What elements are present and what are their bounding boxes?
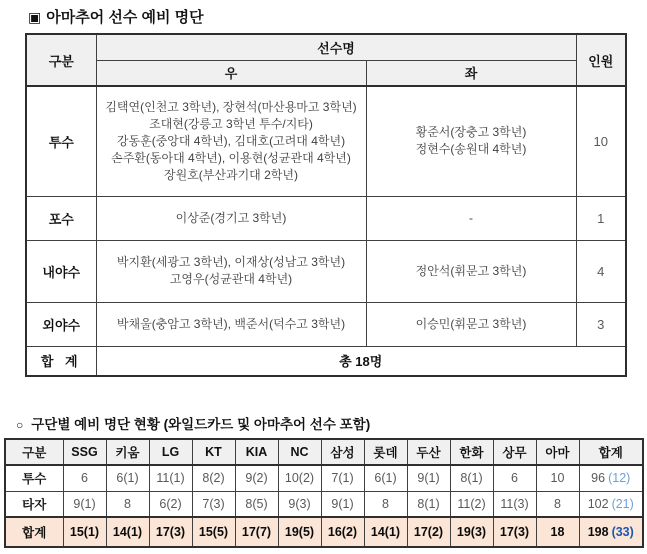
header-left-hand: 좌 [366, 60, 576, 86]
table-row [26, 302, 626, 346]
value-cell: 9(2) [235, 465, 278, 491]
amateur-roster-footer [26, 346, 626, 376]
club-header-cell: LG [149, 439, 192, 465]
total-row [26, 346, 626, 376]
total-row-value: 총 18명 [96, 346, 626, 376]
club-header-cell: 롯데 [364, 439, 407, 465]
value-cell: 6(1) [364, 465, 407, 491]
club-roster-body [5, 465, 643, 547]
header-category: 구분 [26, 34, 96, 86]
table-row [5, 491, 643, 517]
value-cell: 9(3) [278, 491, 321, 517]
club-header-cell: 상무 [493, 439, 536, 465]
value-cell: 18 [536, 517, 579, 547]
total-value: 198 [587, 525, 609, 539]
value-cell: 8 [106, 491, 149, 517]
amateur-roster-title [28, 6, 204, 27]
filled-square-bullet-icon: ▣ [28, 9, 42, 25]
total-paren-value: (12) [608, 471, 631, 486]
left-players-cell [366, 196, 576, 240]
value-cell: 14(1) [364, 517, 407, 547]
value-cell: 10 [536, 465, 579, 491]
value-cell: 11(1) [149, 465, 192, 491]
club-header-cell: 아마 [536, 439, 579, 465]
total-row-label: 합 계 [26, 346, 96, 376]
value-cell: 7(1) [321, 465, 364, 491]
count-cell: 10 [576, 86, 626, 196]
player-line: - [469, 210, 473, 225]
value-cell: 10(2) [278, 465, 321, 491]
position-cell: 포수 [26, 196, 96, 240]
club-header-cell: KT [192, 439, 235, 465]
player-line: 손주환(동아대 4학년), 이용현(성균관대 4학년) [111, 150, 351, 165]
player-line: 이상준(경기고 3학년) [175, 210, 287, 225]
table-row [5, 465, 643, 491]
amateur-roster-body [26, 86, 626, 346]
club-roster-header-row [5, 439, 643, 465]
value-cell: 7(3) [192, 491, 235, 517]
table-row [26, 240, 626, 302]
position-cell: 외야수 [26, 302, 96, 346]
circle-bullet-icon: ○ [16, 418, 24, 432]
left-players-cell [366, 240, 576, 302]
value-cell: 6(2) [149, 491, 192, 517]
value-cell: 15(1) [63, 517, 106, 547]
right-players-cell [96, 196, 366, 240]
count-cell: 3 [576, 302, 626, 346]
value-cell: 17(7) [235, 517, 278, 547]
value-cell: 8(5) [235, 491, 278, 517]
table-row [26, 86, 626, 196]
value-cell: 6(1) [106, 465, 149, 491]
value-cell: 6 [63, 465, 106, 491]
value-cell: 9(1) [63, 491, 106, 517]
club-header-cell: KIA [235, 439, 278, 465]
left-players-cell [366, 302, 576, 346]
row-label-cell: 합계 [5, 517, 63, 547]
player-line: 조대현(강릉고 3학년 투수/지타) [149, 116, 313, 131]
value-cell: 8(2) [192, 465, 235, 491]
club-header-cell: 키움 [106, 439, 149, 465]
club-header-cell: 합계 [579, 439, 643, 465]
total-value: 96 [591, 471, 606, 486]
club-header-cell: 한화 [450, 439, 493, 465]
player-line: 이승민(휘문고 3학년) [415, 316, 527, 331]
amateur-roster-title-text: 아마추어 선수 예비 명단 [46, 9, 204, 26]
total-cell [579, 517, 643, 547]
value-cell: 9(1) [407, 465, 450, 491]
value-cell: 15(5) [192, 517, 235, 547]
player-line: 강동훈(중앙대 4학년), 김대호(고려대 4학년) [116, 133, 346, 148]
value-cell: 19(5) [278, 517, 321, 547]
player-line: 장원호(부산과기대 2학년) [164, 167, 298, 182]
club-header-cell: SSG [63, 439, 106, 465]
value-cell: 17(2) [407, 517, 450, 547]
header-right-hand: 우 [96, 60, 366, 86]
right-players-cell [96, 86, 366, 196]
value-cell: 8 [364, 491, 407, 517]
value-cell: 6 [493, 465, 536, 491]
right-players-cell [96, 302, 366, 346]
player-line: 박지환(세광고 3학년), 이재상(성남고 3학년) [116, 255, 346, 269]
club-header-cell: 구분 [5, 439, 63, 465]
player-line: 정현수(송원대 4학년) [415, 142, 527, 157]
table-row [26, 196, 626, 240]
row-label-cell: 투수 [5, 465, 63, 491]
value-cell: 11(2) [450, 491, 493, 517]
player-line: 정안석(휘문고 3학년) [415, 263, 527, 278]
table-row [5, 517, 643, 547]
value-cell: 9(1) [321, 491, 364, 517]
count-cell: 4 [576, 240, 626, 302]
value-cell: 11(3) [493, 491, 536, 517]
total-value: 102 [587, 496, 609, 511]
header-player-name: 선수명 [96, 34, 576, 60]
player-line: 황준서(장충고 3학년) [415, 125, 527, 140]
club-roster-header [5, 439, 643, 465]
amateur-roster-header [26, 34, 626, 86]
right-players-cell [96, 240, 366, 302]
total-cell [579, 491, 643, 517]
value-cell: 8(1) [450, 465, 493, 491]
value-cell: 17(3) [493, 517, 536, 547]
value-cell: 14(1) [106, 517, 149, 547]
header-count: 인원 [576, 34, 626, 86]
total-cell [579, 465, 643, 491]
row-label-cell: 타자 [5, 491, 63, 517]
value-cell: 17(3) [149, 517, 192, 547]
left-players-cell [366, 86, 576, 196]
value-cell: 19(3) [450, 517, 493, 547]
total-paren-value: (21) [611, 496, 634, 511]
amateur-roster-table [25, 33, 627, 377]
player-line: 김택연(인천고 3학년), 장현석(마산용마고 3학년) [105, 99, 357, 114]
club-header-cell: 삼성 [321, 439, 364, 465]
club-roster-table [4, 438, 644, 548]
value-cell: 8(1) [407, 491, 450, 517]
count-cell: 1 [576, 196, 626, 240]
value-cell: 16(2) [321, 517, 364, 547]
club-roster-title [16, 413, 370, 433]
player-line: 고영우(성균관대 4학년) [169, 272, 293, 286]
position-cell: 투수 [26, 86, 96, 196]
total-paren-value: (33) [611, 525, 634, 539]
value-cell: 8 [536, 491, 579, 517]
club-header-cell: NC [278, 439, 321, 465]
club-roster-title-text: 구단별 예비 명단 현황 (와일드카드 및 아마추어 선수 포함) [31, 417, 371, 432]
player-line: 박채울(충암고 3학년), 백준서(덕수고 3학년) [116, 316, 346, 331]
position-cell: 내야수 [26, 240, 96, 302]
club-header-cell: 두산 [407, 439, 450, 465]
